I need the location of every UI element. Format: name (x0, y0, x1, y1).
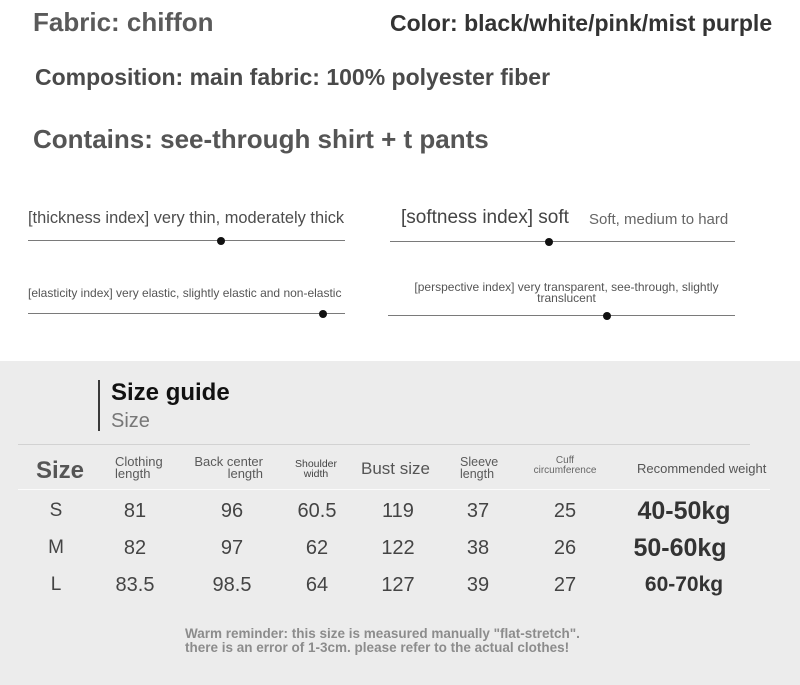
table-row (0, 534, 800, 564)
thickness-index-label: [thickness index] very thin, moderately thick (28, 209, 345, 227)
thickness-index-marker (217, 237, 225, 245)
cell-cuff-circumference: 25 (553, 500, 577, 522)
fabric-text: Fabric: chiffon (33, 7, 214, 37)
cell-recommended-weight: 50-60kg (633, 534, 727, 562)
perspective-index-scale (388, 315, 735, 316)
cell-size: M (48, 537, 64, 558)
cell-recommended-weight: 40-50kg (637, 497, 731, 525)
cell-shoulder-width: 60.5 (297, 500, 337, 522)
header-line: length (227, 466, 263, 481)
cell-cuff-circumference: 27 (553, 574, 577, 596)
color-text: Color: black/white/pink/mist purple (390, 10, 773, 36)
header-line: circumference (533, 465, 597, 476)
header-line: length (460, 467, 495, 481)
cell-recommended-weight: 60-70kg (644, 573, 724, 596)
contains-text: Contains: see-through shirt + t pants (33, 124, 489, 154)
cell-size: S (49, 500, 63, 521)
size-guide-subtitle: Size (111, 410, 150, 432)
cell-bust-size: 119 (382, 500, 414, 522)
header-bust-size (361, 460, 430, 477)
elasticity-index-marker (319, 310, 327, 318)
header-line: Back center (194, 454, 263, 469)
header-line: Sleeve (460, 455, 499, 469)
header-shoulder-width (285, 459, 347, 479)
header-line: width (303, 468, 329, 480)
elasticity-index-scale (28, 313, 345, 314)
header-line: Shoulder (294, 458, 338, 470)
header-size (36, 459, 84, 483)
softness-index-marker (545, 238, 553, 246)
header-line: Clothing (115, 454, 163, 469)
cell-shoulder-width: 64 (305, 574, 329, 596)
cell-back-center-length: 97 (220, 537, 244, 559)
divider (18, 444, 750, 445)
cell-clothing-length: 83.5 (115, 574, 155, 596)
cell-back-center-length: 96 (220, 500, 244, 522)
size-guide-title: Size guide (111, 379, 230, 406)
cell-sleeve-length: 39 (466, 574, 490, 596)
cell-shoulder-width: 62 (305, 537, 329, 559)
composition-text: Composition: main fabric: 100% polyester fiber (35, 64, 551, 90)
elasticity-index-label: [elasticity index] very elastic, slightly elastic and non-elastic (28, 286, 342, 300)
header-recommended-weight (637, 462, 766, 475)
softness-scale-text: Soft, medium to hard (589, 211, 729, 228)
cell-sleeve-length: 38 (466, 537, 490, 559)
cell-bust-size: 122 (381, 537, 415, 559)
cell-back-center-length: 98.5 (212, 574, 252, 596)
title-accent-bar (98, 380, 100, 431)
cell-bust-size: 127 (381, 574, 415, 596)
softness-index-label: [softness index] soft (401, 207, 569, 228)
cell-size: L (50, 574, 62, 595)
cell-sleeve-length: 37 (466, 500, 490, 522)
header-back-center-length (192, 456, 263, 480)
header-line: length (115, 466, 151, 481)
warm-reminder-line: Warm reminder: this size is measured manually "flat-stretch". (185, 626, 580, 641)
perspective-index-marker (603, 312, 611, 320)
cell-cuff-circumference: 26 (553, 537, 577, 559)
perspective-index-label: [perspective index] very transparent, see-through, slightly translucent (414, 280, 719, 305)
cell-clothing-length: 82 (123, 537, 147, 559)
thickness-index-scale (28, 240, 345, 241)
header-line: Recommended weight (637, 461, 767, 476)
table-row (0, 575, 800, 601)
header-size-text: Size (36, 457, 85, 484)
warm-reminder (185, 627, 580, 655)
header-line: Bust size (361, 459, 430, 478)
softness-index-scale (390, 241, 735, 242)
header-sleeve-length (460, 456, 498, 480)
header-line: Cuff (555, 455, 575, 466)
table-row (0, 497, 800, 527)
header-cuff-circumference (530, 456, 600, 476)
cell-clothing-length: 81 (123, 500, 147, 522)
header-clothing-length (115, 456, 163, 480)
warm-reminder-line: there is an error of 1-3cm. please refer to the actual clothes! (185, 640, 570, 655)
header-divider (18, 489, 770, 490)
